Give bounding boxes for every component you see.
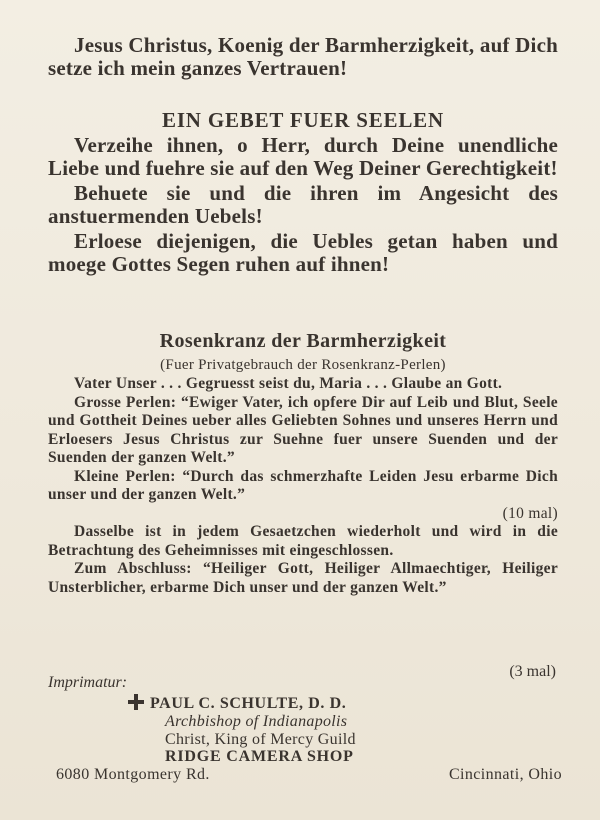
shop-city: Cincinnati, Ohio xyxy=(448,766,562,783)
guild-name: Christ, King of Mercy Guild xyxy=(165,731,356,748)
rosary-title: Rosenkranz der Barmherzigkeit xyxy=(159,330,447,352)
soul-prayer-paragraph: Erloese diejenigen, die Uebles getan haben und moege Gottes Segen ruhen auf ihnen! xyxy=(48,229,558,276)
shop-address: 6080 Montgomery Rd. xyxy=(56,766,210,783)
count-ten: (10 mal) xyxy=(502,504,558,522)
bishop-name-line xyxy=(128,694,346,713)
rosary-line: Kleine Perlen: “Durch das schmerzhafte Leiden Jesu erbarme Dich unser und der ganzen Welt.” xyxy=(48,467,558,503)
soul-prayer-paragraph: Verzeihe ihnen, o Herr, durch Deine unendliche Liebe und fuehre sie auf den Weg Deiner Gerechtigkeit! xyxy=(48,133,558,180)
intro-prayer: Jesus Christus, Koenig der Barmherzigkeit, auf Dich setze ich mein ganzes Vertrauen! xyxy=(48,33,558,80)
soul-prayer-heading: EIN GEBET FUER SEELEN xyxy=(162,108,444,132)
soul-prayer-paragraph: Behuete sie und die ihren im Angesicht des anstuermenden Uebels! xyxy=(48,181,558,228)
imprimatur-label: Imprimatur: xyxy=(48,674,128,691)
bishop-name: PAUL C. SCHULTE, D. D. xyxy=(150,695,347,712)
count-three: (3 mal) xyxy=(509,663,556,680)
rosary-line: Grosse Perlen: “Ewiger Vater, ich opfere Dir auf Leib und Blut, Seele und Gottheit Deines ueber alles Geliebten Sohnes und unseres Herrn und Erloesers Jesus Christus zur Suehne fuer unsere Suenden und der Suenden der ganzen Welt.” xyxy=(48,393,558,466)
rosary-text xyxy=(48,375,558,597)
bishop-role: Archbishop of Indianapolis xyxy=(165,713,348,730)
cross-icon xyxy=(128,694,144,710)
shop-name: RIDGE CAMERA SHOP xyxy=(165,748,354,765)
rosary-note: (Fuer Privatgebrauch der Rosenkranz-Perlen) xyxy=(160,357,446,373)
rosary-line: Dasselbe ist in jedem Gesaetzchen wiederholt und wird in die Betrachtung des Geheimnisses mit eingeschlossen. xyxy=(48,523,558,559)
rosary-line: Vater Unser . . . Gegruesst seist du, Maria . . . Glaube an Gott. xyxy=(74,375,503,392)
rosary-line: Zum Abschluss: “Heiliger Gott, Heiliger Allmaechtiger, Heiliger Unsterblicher, erbarme Dich unser und der ganzen Welt.” xyxy=(48,560,558,596)
soul-prayer-body xyxy=(48,134,558,276)
